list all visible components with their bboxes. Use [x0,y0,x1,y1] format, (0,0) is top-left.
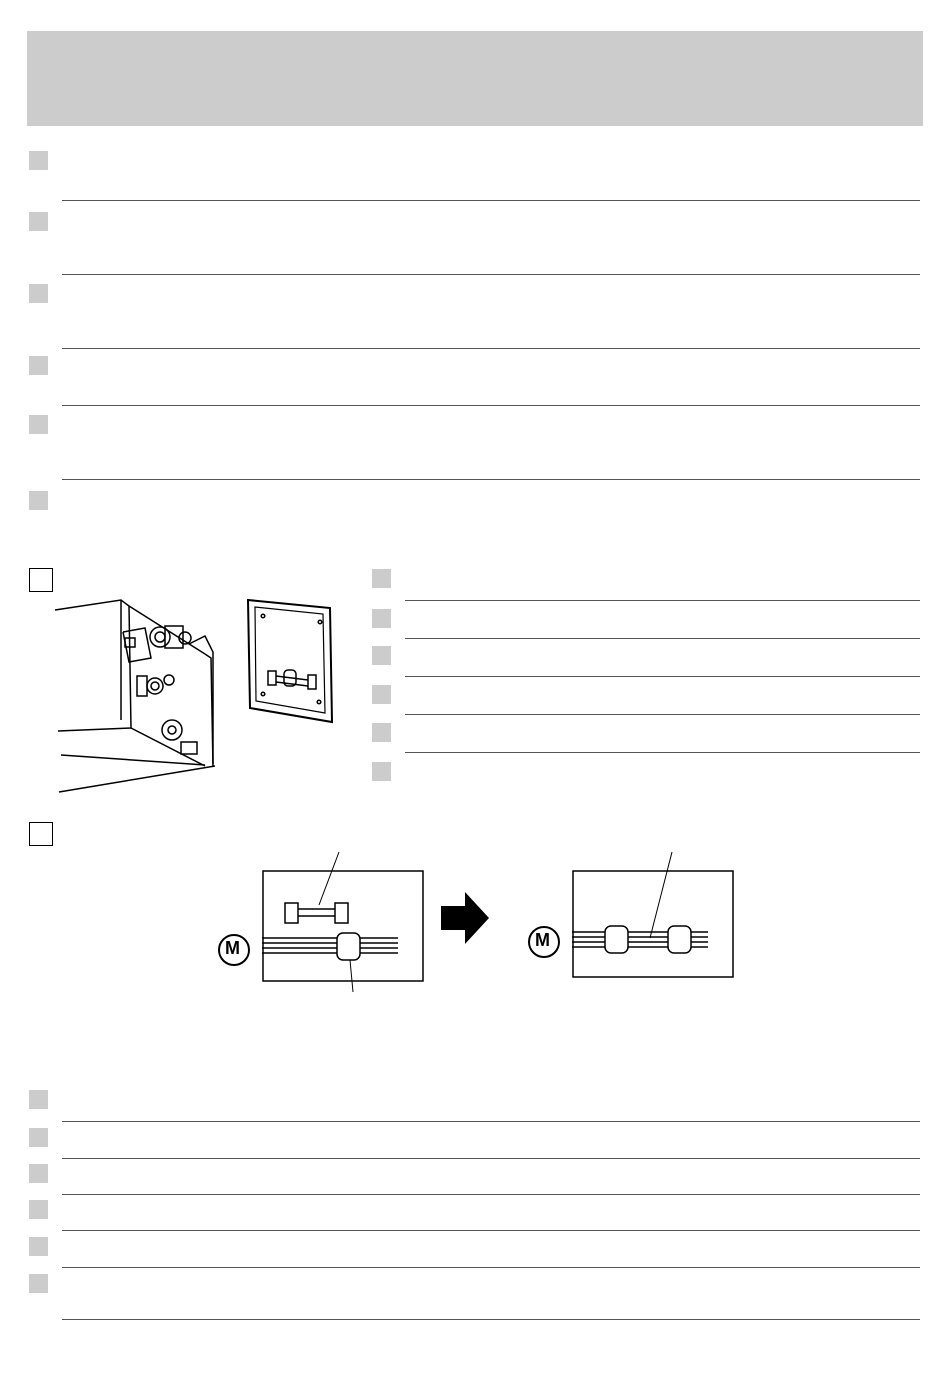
bullet-marker [29,1200,48,1219]
figure-a-marker [29,568,53,592]
divider [405,676,920,677]
divider [62,274,920,275]
bullet-marker [29,1090,48,1109]
divider [405,600,920,601]
divider [405,714,920,715]
divider [62,348,920,349]
control-box-illustration [246,598,336,724]
bullet-marker [29,491,48,510]
bullet-marker [29,415,48,434]
divider [62,1158,920,1159]
bullet-marker [29,1128,48,1147]
divider [62,200,920,201]
divider [62,1230,920,1231]
divider [62,1267,920,1268]
arrow-right-icon [441,892,489,944]
figure-b-marker [29,822,53,846]
bullet-marker [372,569,391,588]
divider [405,752,920,753]
bullet-marker [372,646,391,665]
bullet-marker [29,1164,48,1183]
divider [62,1194,920,1195]
bullet-marker [29,356,48,375]
bullet-marker [29,151,48,170]
bullet-marker [29,284,48,303]
bullet-marker [372,723,391,742]
bullet-marker [29,1237,48,1256]
connector-before-illustration [262,852,427,992]
divider [62,479,920,480]
unit-body-illustration [55,598,220,798]
motor-label: M [225,938,240,958]
connector-after-illustration [572,852,737,982]
motor-label: M [535,930,550,950]
bullet-marker [372,609,391,628]
bullet-marker [372,685,391,704]
bullet-marker [372,762,391,781]
bullet-marker [29,1274,48,1293]
header-band [27,31,923,126]
bullet-marker [29,212,48,231]
divider [62,1319,920,1320]
divider [405,638,920,639]
divider [62,1121,920,1122]
divider [62,405,920,406]
